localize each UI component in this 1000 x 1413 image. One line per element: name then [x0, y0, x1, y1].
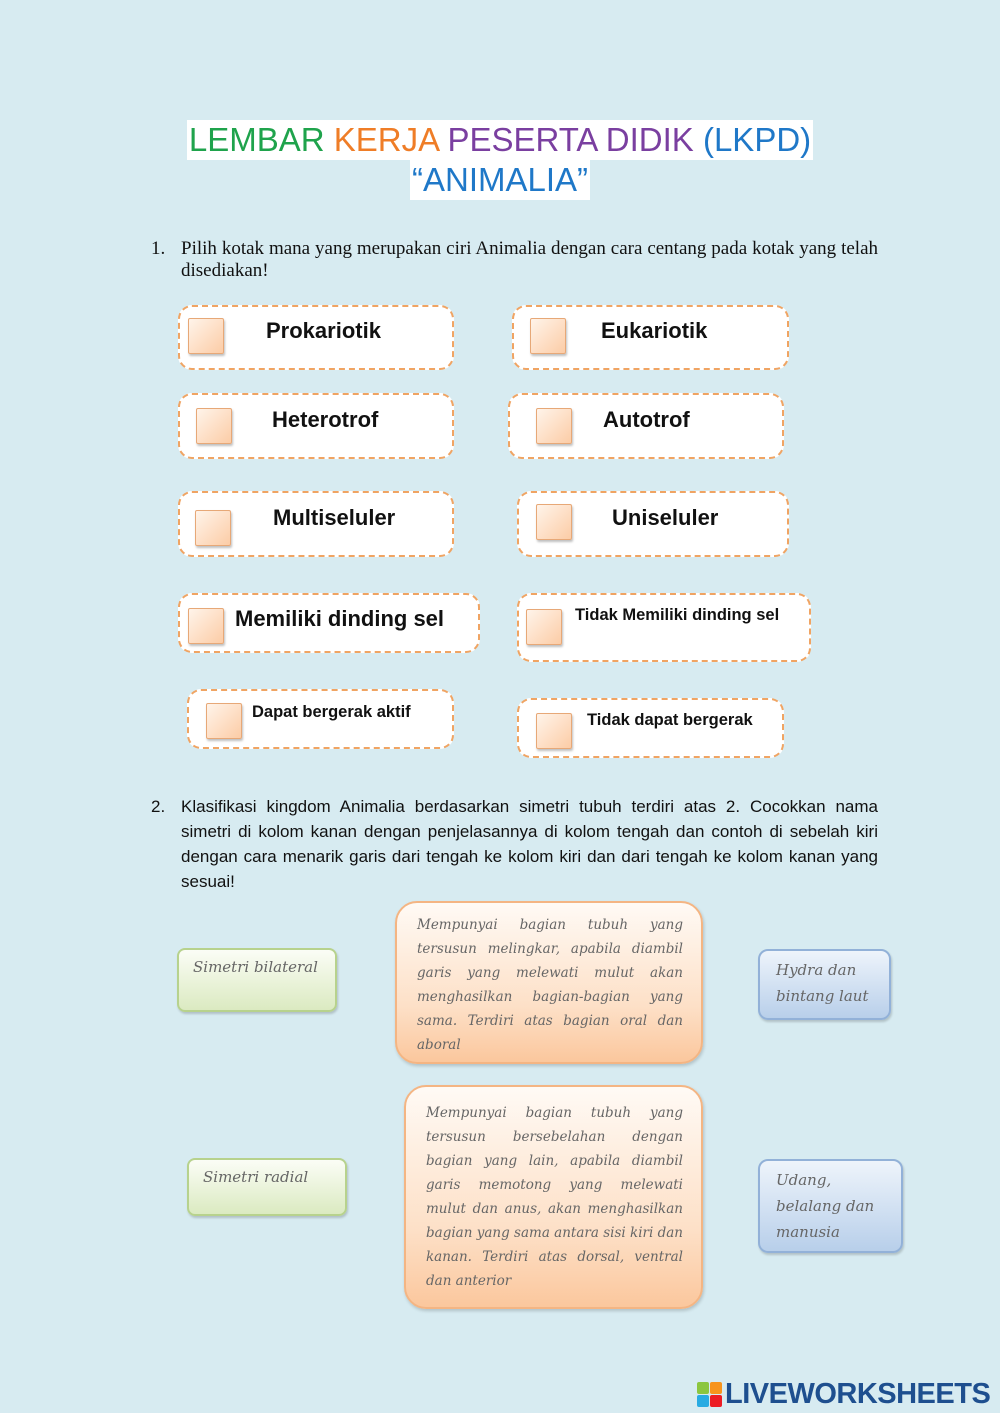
option-label: Eukariotik [601, 318, 708, 343]
option-tidak-dapat-bergerak [517, 698, 784, 758]
option-label: Prokariotik [266, 318, 381, 343]
option-label: Multiseluler [273, 505, 396, 530]
title-part-lkpd: (LKPD) [702, 121, 812, 158]
option-tidak-memiliki-dinding-sel [517, 593, 811, 662]
option-heterotrof [178, 393, 454, 459]
match-description-text: Mempunyai bagian tubuh yang tersusun bersebelahan dengan bagian yang lain, apabila diambil garis memotong yang melewati mulut dan anus, akan menghasilkan bagian yang sama antara sisi kiri dan kanan. Terdiri atas dorsal, ventral dan anterior [426, 1105, 683, 1289]
title-text [187, 120, 813, 160]
checkbox-tidak-memiliki-dinding-sel[interactable] [526, 609, 562, 645]
checkbox-uniseluler[interactable] [536, 504, 572, 540]
question2-number: 2. [151, 797, 166, 816]
option-autotrof [508, 393, 784, 459]
match-name-simetri-radial[interactable] [187, 1158, 347, 1216]
question1-text: Pilih kotak mana yang merupakan ciri Animalia dengan cara centang pada kotak yang telah disediakan! [181, 238, 878, 281]
match-name-label: Simetri radial [203, 1168, 309, 1186]
checkbox-dapat-bergerak-aktif[interactable] [206, 703, 242, 739]
match-example-udang[interactable] [758, 1159, 903, 1253]
match-example-hydra[interactable] [758, 949, 891, 1020]
option-label: Uniseluler [612, 505, 719, 530]
question2-text: Klasifikasi kingdom Animalia berdasarkan simetri tubuh terdiri atas 2. Cocokkan nama simetri di kolom kanan dengan penjelasannya di kolom tengah dan contoh di sebelah kiri dengan cara menarik garis dari tengah ke kolom kiri dan dari tengah ke kolom kanan yang sesuai! [181, 797, 878, 891]
checkbox-memiliki-dinding-sel[interactable] [188, 608, 224, 644]
checkbox-tidak-dapat-bergerak[interactable] [536, 713, 572, 749]
checkbox-autotrof[interactable] [536, 408, 572, 444]
option-label: Autotrof [603, 407, 690, 432]
match-example-text: Udang, belalang dan manusia [776, 1171, 875, 1241]
option-uniseluler [517, 491, 789, 557]
page-title [0, 120, 1000, 160]
logo-text: LIVEWORKSHEETS [725, 1377, 991, 1410]
match-name-label: Simetri bilateral [193, 958, 318, 976]
title-part-peserta-didik: PESERTA DIDIK [447, 121, 703, 158]
option-label: Memiliki dinding sel [235, 606, 445, 631]
checkbox-prokariotik[interactable] [188, 318, 224, 354]
match-description-1[interactable] [395, 901, 703, 1064]
liveworksheets-logo-icon [697, 1382, 722, 1407]
option-eukariotik [512, 305, 789, 370]
match-name-simetri-bilateral[interactable] [177, 948, 337, 1012]
checkbox-eukariotik[interactable] [530, 318, 566, 354]
page-subtitle [0, 160, 1000, 200]
checkbox-heterotrof[interactable] [196, 408, 232, 444]
option-label: Tidak Memiliki dinding sel [575, 606, 780, 624]
subtitle-text: “ANIMALIA” [411, 161, 589, 198]
title-part-kerja: KERJA [333, 121, 448, 158]
option-label: Heterotrof [272, 407, 379, 432]
match-example-text: Hydra dan bintang laut [776, 961, 869, 1005]
title-part-lembar: LEMBAR [188, 121, 334, 158]
checkbox-multiseluler[interactable] [195, 510, 231, 546]
option-multiseluler [178, 491, 454, 557]
option-label: Tidak dapat bergerak [587, 711, 753, 729]
option-label: Dapat bergerak aktif [252, 703, 411, 721]
option-prokariotik [178, 305, 454, 370]
option-memiliki-dinding-sel [178, 593, 480, 653]
question1-number: 1. [151, 238, 166, 259]
match-description-2[interactable] [404, 1085, 703, 1309]
liveworksheets-logo [697, 1378, 990, 1410]
option-dapat-bergerak-aktif [187, 689, 454, 749]
match-description-text: Mempunyai bagian tubuh yang tersusun melingkar, apabila diambil garis yang melewati mulut akan menghasilkan bagian-bagian yang sama. Terdiri atas bagian oral dan aboral [417, 917, 683, 1053]
